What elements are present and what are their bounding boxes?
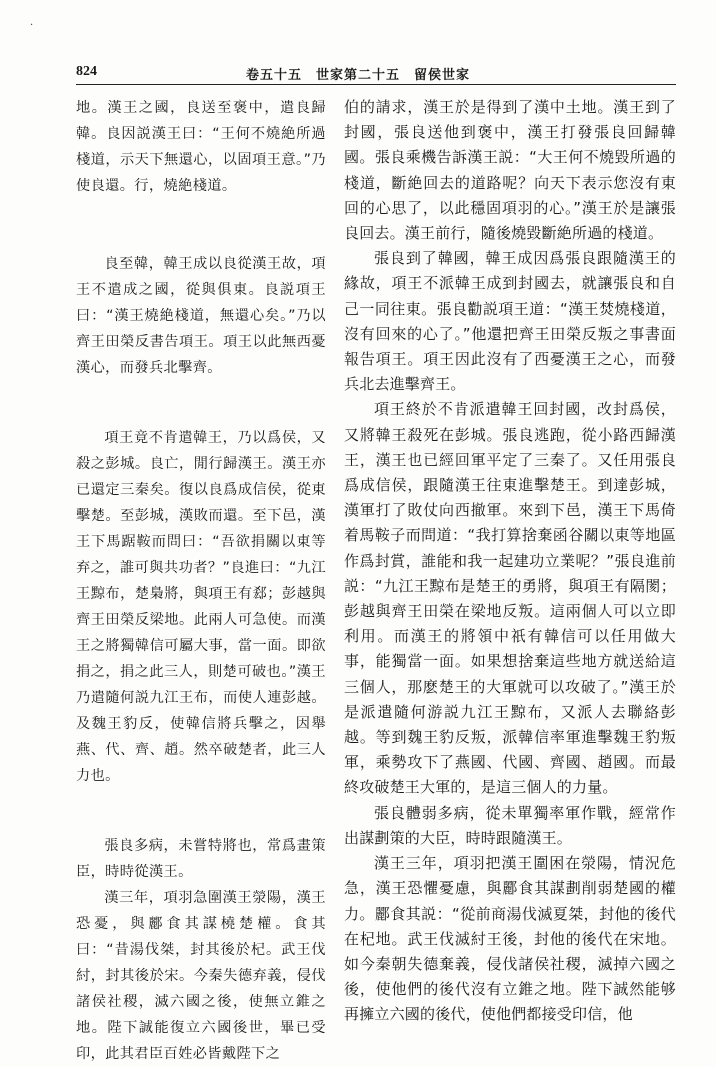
- original-paragraph-2: 良至韓，韓王成以良從漢王故，項王不遣成之國，從與俱東。良説項王曰：“漢王燒絶棧道，無還心矣。”乃以齊王田榮反書告項王。項王以此無西憂漢心，而發兵北擊齊。: [76, 256, 326, 376]
- original-paragraph-5: 漢三年，項羽急圍漢王滎陽，漢王恐憂，與酈食其謀橈楚權。食其曰：“昔湯伐桀，封其後於杞。武王伐紂，封其後於宋。今秦失德弃義，侵伐諸侯社稷，滅六國之後，使無立錐之地。陛下誠能復立六國後世，畢已受印，此其君臣百姓必皆戴陛下之: [76, 890, 326, 1062]
- page-number: 824: [76, 64, 97, 79]
- translation-paragraph-4: 張良體弱多病，從未單獨率軍作戰，經常作出謀劃策的大臣，時時跟隨漢王。: [344, 803, 676, 847]
- running-head: 卷五十五 世家第二十五 留侯世家: [246, 68, 471, 83]
- translation-column: [344, 95, 676, 1028]
- translation-paragraph-5: 漢王三年，項羽把漢王圍困在滎陽，情況危急，漢王恐懼憂慮，與酈食其謀劃削弱楚國的權力。酈食其説：“從前商湯伐滅夏桀，封他的後代在杞地。武王伐滅紂王後，封他的後代在宋地。如今秦朝失德棄義，侵伐諸侯社稷，滅掉六國之後，使他們的後代沒有立錐之地。陛下誠然能够再擁立六國的後代，使他們都接受印信，他: [344, 854, 676, 1024]
- translation-paragraph-3: 項王終於不肯派遣韓王回封國，改封爲侯，又將韓王殺死在彭城。張良逃跑，從小路西歸漢王，漢王也已經回軍平定了三秦了。又任用張良爲成信侯，跟隨漢王往東進擊楚王。到達彭城，漢軍打了敗仗向西撤軍。來到下邑，漢王下馬倚着馬鞍子而問道：“我打算捨棄函谷關以東等地區作爲封賞，誰能和我一起建功立業呢？”張良進前説：“九江王黥布是楚王的勇將，與項王有隔閡；彭越與齊王田榮在梁地反叛。這兩個人可以立即利用。而漢王的將領中祇有韓信可以任用做大事，能獨當一面。如果想捨棄這些地方就送給這三個人，那麽楚王的大軍就可以攻破了。”漢王於是派遣隨何游説九江王黥布，又派人去聯絡彭越。等到魏王豹反叛，派韓信率軍進擊魏王豹叛軍，乘勢攻下了燕國、代國、齊國、趙國。而最終攻破楚王大軍的，是這三個人的力量。: [344, 400, 676, 797]
- header-rule: [76, 84, 676, 85]
- original-paragraph-4: 張良多病，未嘗特將也，常爲畫策臣，時時從漢王。: [76, 838, 326, 880]
- original-paragraph-3: 項王竟不肯遣韓王，乃以爲侯，又殺之彭城。良亡，閒行歸漢王。漢王亦已還定三秦矣。復以良爲成信侯，從東擊楚。至彭城，漢敗而還。至下邑，漢王下馬踞鞍而問曰：“吾欲捐關以東等弃之，誰可與共功者？”良進曰：“九江王黥布，楚梟將，與項王有郄；彭越與齊王田榮反梁地。此兩人可急使。而漢王之將獨韓信可屬大事，當一面。即欲捐之，捐之此三人，則楚可破也。”漢王乃遣隨何説九江王布，而使人連彭越。及魏王豹反，使韓信將兵擊之，因舉燕、代、齊、趙。然卒破楚者，此三人力也。: [76, 430, 326, 784]
- original-paragraph-1: 地。漢王之國，良送至褒中，遣良歸韓。良因説漢王曰：“王何不燒絶所過棧道，示天下無還心，以固項王意。”乃使良還。行，燒絶棧道。: [76, 100, 326, 194]
- page-corner-mark: ·: [30, 20, 34, 31]
- translation-paragraph-2: 張良到了韓國，韓王成因爲張良跟隨漢王的緣故，項王不派韓王成到封國去，就讓張良和自己一同往東。張良勸説項王道：“漢王焚燒棧道，沒有回來的心了。”他還把齊王田榮反叛之事書面報告項王。項王因此沒有了西憂漢王之心，而發兵北去進擊齊王。: [344, 249, 676, 394]
- original-text-column: [76, 95, 326, 1067]
- page-header: [76, 58, 676, 86]
- translation-paragraph-1: 伯的請求，漢王於是得到了漢中土地。漢王到了封國，張良送他到褒中，漢王打發張良回歸韓國。張良乘機告訴漢王説：“大王何不燒毀所過的棧道，斷絶回去的道路呢？向天下表示您沒有東回的心思了，以此穩固項羽的心。”漢王於是讓張良回去。漢王前行，隨後燒毀斷絶所過的棧道。: [344, 98, 676, 243]
